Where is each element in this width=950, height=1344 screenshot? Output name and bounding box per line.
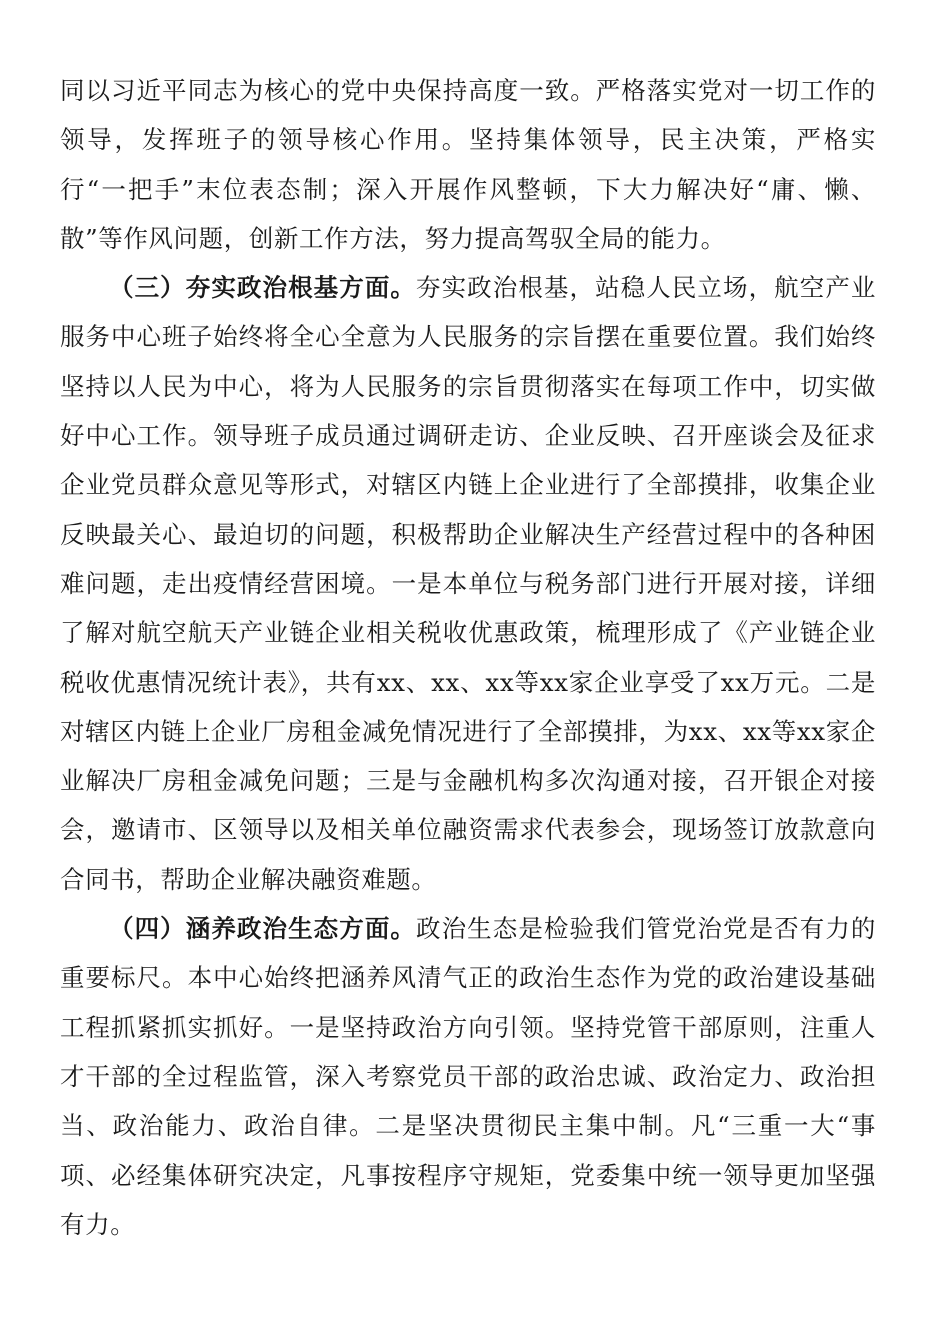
section-heading-three: （三）夯实政治根基方面。: [109, 273, 416, 303]
section-heading-four: （四）涵养政治生态方面。: [109, 914, 416, 944]
paragraph-text: 政治生态是检验我们管党治党是否有力的重要标尺。本中心始终把涵养风清气正的政治生态作为党的政治建设基础工程抓紧抓实抓好。一是坚持政治方向引领。坚持党管干部原则，注重人才干部的全过程监管，深入考察党员干部的政治忠诚、政治定力、政治担当、政治能力、政治自律。二是坚决贯彻民主集中制。凡“三重一大“事项、必经集体研究决定，凡事按程序守规矩，党委集中统一领导更加坚强有力。: [60, 914, 876, 1239]
paragraph-section-three: [60, 263, 876, 904]
paragraph-continuation: [60, 66, 876, 263]
paragraph-section-four: [60, 904, 876, 1249]
paragraph-text: 夯实政治根基，站稳人民立场，航空产业服务中心班子始终将全心全意为人民服务的宗旨摆在重要位置。我们始终坚持以人民为中心，将为人民服务的宗旨贯彻落实在每项工作中，切实做好中心工作。领导班子成员通过调研走访、企业反映、召开座谈会及征求企业党员群众意见等形式，对辖区内链上企业进行了全部摸排，收集企业反映最关心、最迫切的问题，积极帮助企业解决生产经营过程中的各种困难问题，走出疫情经营困境。一是本单位与税务部门进行开展对接，详细了解对航空航天产业链企业相关税收优惠政策，梳理形成了《产业链企业税收优惠情况统计表》，共有xx、xx、xx等xx家企业享受了xx万元。二是对辖区内链上企业厂房租金减免情况进行了全部摸排，为xx、xx等xx家企业解决厂房租金减免问题；三是与金融机构多次沟通对接，召开银企对接会，邀请市、区领导以及相关单位融资需求代表参会，现场签订放款意向合同书，帮助企业解决融资难题。: [60, 273, 876, 894]
document-body: [60, 66, 876, 1249]
paragraph-text: 同以习近平同志为核心的党中央保持高度一致。严格落实党对一切工作的领导，发挥班子的领导核心作用。坚持集体领导，民主决策，严格实行“一把手”末位表态制；深入开展作风整顿，下大力解决好“庸、懒、散”等作风问题，创新工作方法，努力提高驾驭全局的能力。: [60, 76, 876, 253]
